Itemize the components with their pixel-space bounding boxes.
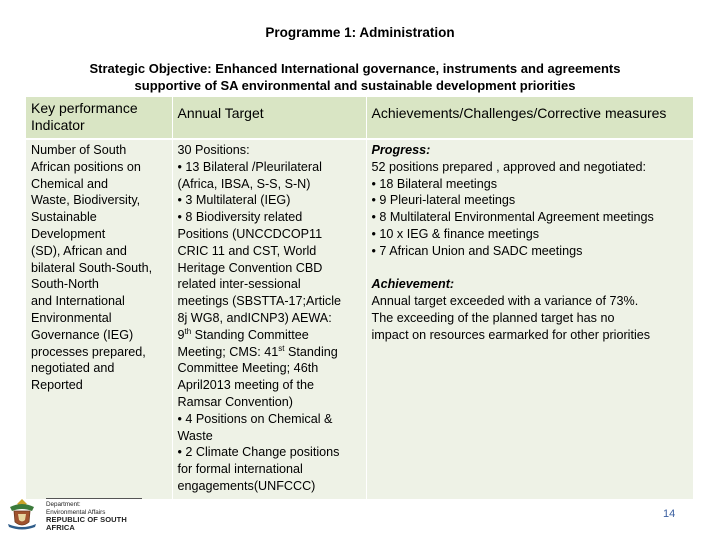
target-line: (Africa, IBSA, S-S, S-N)	[177, 176, 311, 191]
logo-line-environmental-affairs: Environmental Affairs	[46, 508, 106, 516]
target-line-prefix: Meeting; CMS: 41	[177, 344, 279, 359]
target-line: • 13 Bilateral /Pleurilateral	[177, 159, 322, 174]
strategic-objective	[30, 60, 680, 94]
spacer	[372, 260, 691, 277]
target-line: Positions (UNCCDCOP11	[177, 226, 323, 241]
target-line: • 2 Climate Change positions	[177, 445, 340, 460]
department-logo	[4, 497, 144, 531]
target-line: for formal international	[177, 462, 303, 477]
target-line	[178, 344, 363, 361]
target-line: • 3 Multilateral (IEG)	[177, 193, 291, 208]
target-line: meetings (SBSTTA-17;Article	[177, 294, 342, 309]
progress-line: 52 positions prepared , approved and negotiated:	[371, 159, 646, 174]
indicator-line: Chemical and	[31, 176, 109, 191]
logo-divider	[46, 498, 142, 499]
target-line: April2013 meeting of the	[177, 378, 315, 393]
table-header-row	[26, 97, 693, 139]
achievement-label: Achievement:	[371, 277, 455, 292]
header-annual-target	[172, 97, 366, 139]
target-line: 30 Positions:	[177, 143, 250, 157]
indicator-line: Environmental	[31, 310, 112, 325]
progress-line: • 7 African Union and SADC meetings	[371, 243, 583, 258]
indicator-line: Development	[31, 226, 106, 241]
progress-line: • 18 Bilateral meetings	[371, 176, 498, 191]
indicator-line: Waste, Biodiversity,	[31, 193, 141, 208]
kpi-table	[26, 97, 693, 499]
header-kpi-line-1: Key performance	[31, 100, 138, 116]
target-line	[178, 327, 363, 344]
indicator-line: Reported	[31, 378, 83, 393]
progress-line: • 9 Pleuri-lateral meetings	[371, 193, 516, 208]
objective-line-2: supportive of SA environmental and sustainable development priorities	[134, 78, 576, 93]
header-achievements	[366, 97, 693, 139]
indicator-line: Governance (IEG)	[31, 327, 134, 342]
indicator-line: (SD), African and	[31, 243, 127, 258]
progress-label: Progress:	[371, 143, 431, 157]
target-line: • 4 Positions on Chemical &	[177, 411, 333, 426]
logo-line-department: Department:	[46, 501, 81, 508]
indicator-line: Sustainable	[31, 210, 97, 225]
logo-line-republic: REPUBLIC OF SOUTH AFRICA	[46, 515, 127, 532]
target-line: Ramsar Convention)	[177, 394, 293, 409]
target-line-number: 9	[177, 327, 185, 342]
target-line: Heritage Convention CBD	[177, 260, 323, 275]
indicator-cell	[26, 139, 172, 499]
header-kpi-line-2: Indicator	[31, 117, 85, 133]
programme-title: Programme 1: Administration	[265, 25, 455, 40]
target-line: CRIC 11 and CST, World	[177, 243, 317, 258]
target-line-rest: Standing Committee	[191, 327, 309, 342]
header-achievements-line-2: measures	[604, 105, 667, 121]
target-line: Committee Meeting; 46th	[177, 361, 319, 376]
indicator-line: bilateral South-South,	[31, 260, 153, 275]
target-line: 8j WG8, andICNP3) AEWA:	[177, 310, 332, 325]
target-line: related inter-sessional	[177, 277, 301, 292]
target-line: • 8 Biodiversity related	[177, 210, 303, 225]
indicator-line: negotiated and	[31, 361, 115, 376]
target-line-superscript: th	[184, 326, 192, 336]
coat-of-arms-icon	[4, 497, 40, 531]
progress-line: • 8 Multilateral Environmental Agreement meetings	[371, 210, 654, 225]
indicator-line: South-North	[31, 277, 99, 292]
page-number: 14	[663, 508, 676, 520]
achievement-line: impact on resources earmarked for other priorities	[371, 327, 651, 342]
objective-line-1: Strategic Objective: Enhanced International governance, instruments and agreements	[89, 61, 621, 76]
header-achievements-line-1: Achievements/Challenges/Corrective	[371, 105, 602, 121]
indicator-line: and International	[31, 294, 125, 309]
target-line-rest: Standing	[284, 344, 338, 359]
indicator-line: Number of South	[31, 143, 127, 157]
indicator-line: African positions on	[31, 159, 141, 174]
annual-target-cell	[172, 139, 366, 499]
achievements-cell	[366, 139, 693, 499]
target-line: Waste	[177, 428, 213, 443]
target-line-superscript: st	[278, 343, 285, 353]
table-row	[26, 139, 693, 499]
achievement-line: Annual target exceeded with a variance of 73%.	[371, 294, 639, 309]
progress-line: • 10 x IEG & finance meetings	[371, 226, 540, 241]
target-line: engagements(UNFCCC)	[177, 478, 316, 493]
indicator-line: processes prepared,	[31, 344, 146, 359]
header-kpi	[26, 97, 172, 139]
logo-text	[46, 501, 144, 531]
achievement-line: The exceeding of the planned target has no	[371, 310, 615, 325]
header-annual-target-label: Annual Target	[177, 105, 264, 121]
